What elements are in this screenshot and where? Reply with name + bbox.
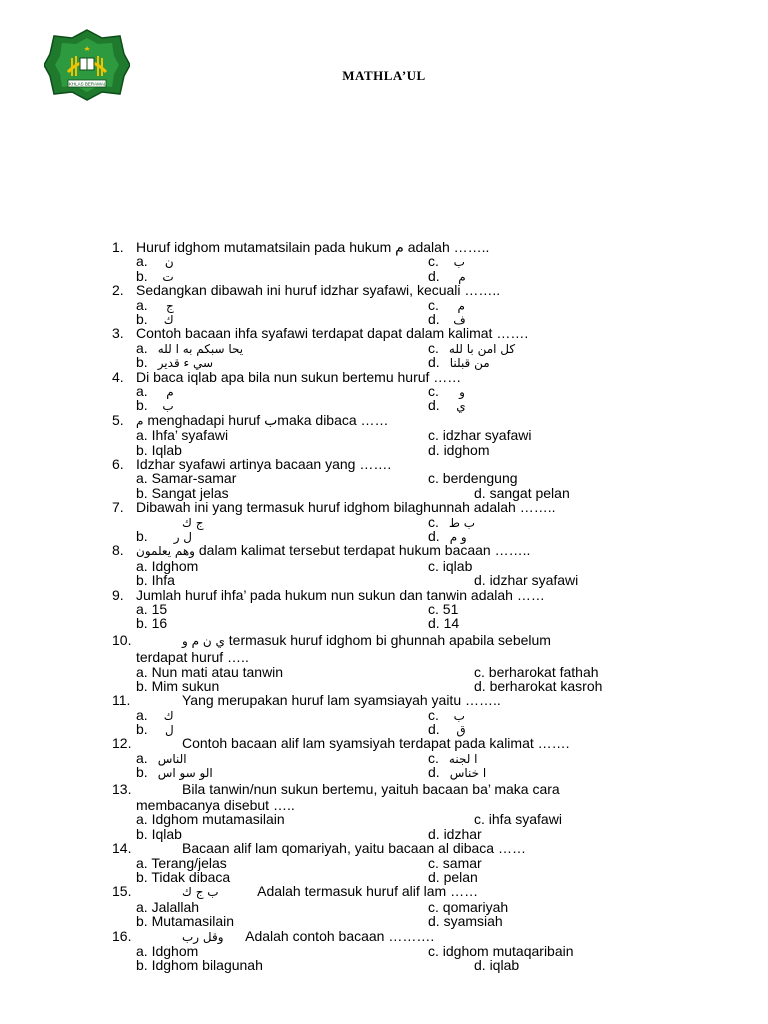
question-10: 10. ي ن م و termasuk huruf idghom bi ghunnah apabila sebelum	[112, 631, 551, 648]
question-list	[112, 240, 672, 973]
options-row: b. Iqlab d. idzhar	[136, 825, 482, 842]
options-row: a. م c. و	[136, 382, 465, 399]
question-2: 2. Sedangkan dibawah ini huruf idzhar syafawi, kecuali ……..	[112, 282, 501, 299]
options-row: a. الناس c. ا لجنه	[136, 749, 478, 766]
question-4: 4. Di baca iqlab apa bila nun sukun bertemu huruf ……	[112, 368, 462, 385]
question-5: 5. م menghadapi huruf بmaka dibaca ……	[112, 411, 389, 428]
options-row: a. ن c. ب	[136, 253, 465, 270]
question-16: 16. وقل رب Adalah contoh bacaan ……….	[112, 927, 435, 944]
options-row: b. ب d. ي	[136, 397, 466, 414]
question-6: 6. Idzhar syafawi artinya bacaan yang …….	[112, 455, 392, 472]
options-row: a. Idghom c. idghom mutaqaribain	[136, 943, 574, 960]
question-12: 12. Contoh bacaan alif lam syamsiyah terdapat pada kalimat …….	[112, 735, 570, 752]
options-row: ج ك c. ب ط	[182, 513, 476, 530]
options-row: b. Ihfa d. idzhar syafawi	[136, 572, 579, 589]
question-7: 7. Dibawah ini yang termasuk huruf idghom bilaghunnah adalah ……..	[112, 499, 556, 516]
options-row: b. 16 d. 14	[136, 615, 460, 632]
options-row: a. ك c. ب	[136, 706, 465, 723]
options-row: b. ك d. ف	[136, 310, 466, 327]
question-10-continuation: terdapat huruf …..	[136, 649, 249, 666]
options-row: b. Idghom bilagunah d. iqlab	[136, 957, 520, 974]
logo-motto: IKHLAS BERAMAL	[67, 81, 107, 87]
question-14: 14. Bacaan alif lam qomariyah, yaitu bacaan al dibaca ……	[112, 840, 526, 857]
options-row: b. Sangat jelas d. sangat pelan	[136, 484, 570, 501]
options-row: a. Idghom mutamasilain c. ihfa syafawi	[136, 811, 562, 828]
options-row: a. Samar-samar c. berdengung	[136, 470, 518, 487]
options-row: b. سي ء قدير d. من قبلنا	[136, 354, 490, 371]
options-row: a. Terang/jelas c. samar	[136, 854, 482, 871]
question-3: 3. Contoh bacaan ihfa syafawi terdapat dapat dalam kalimat …….	[112, 325, 529, 342]
options-row: b. الو سو اس d. ا خناس	[136, 764, 487, 781]
question-13-continuation: membacanya disebut …..	[136, 797, 295, 814]
question-1: 1. Huruf idghom mutamatsilain pada hukum م adalah ……..	[112, 239, 490, 255]
page-title: MATHLA’UL	[342, 68, 426, 83]
options-row: a. يحا سبكم به ا لله c. كل امن با لله	[136, 339, 516, 356]
options-row: b. ل ر d. و م	[136, 527, 467, 544]
options-row: b. Iqlab d. idghom	[136, 441, 490, 458]
options-row: b. Tidak dibaca d. pelan	[136, 869, 478, 886]
options-row: a. Idghom c. iqlab	[136, 557, 473, 574]
question-13: 13. Bila tanwin/nun sukun bertemu, yaituh bacaan ba’ maka cara	[112, 780, 560, 797]
question-15: 15. ب ج ك Adalah termasuk huruf alif lam ……	[112, 883, 479, 900]
question-8: 8. وهم يعلمون dalam kalimat tersebut terdapat hukum bacaan ……..	[112, 542, 531, 559]
question-11: 11. Yang merupakan huruf lam syamsiayah yaitu ……..	[112, 692, 501, 709]
options-row: b. Mim sukun d. berharokat kasroh	[136, 677, 603, 694]
options-row: b. ل d. ق	[136, 721, 466, 738]
options-row: a. Nun mati atau tanwin c. berharokat fathah	[136, 663, 599, 680]
options-row: a. Ihfa’ syafawi c. idzhar syafawi	[136, 427, 532, 444]
question-9: 9. Jumlah huruf ihfa’ pada hukum nun sukun dan tanwin adalah ……	[112, 586, 545, 603]
options-row: b. ت d. م	[136, 267, 466, 284]
options-row: a. Jalallah c. qomariyah	[136, 898, 509, 915]
options-row: a. 15 c. 51	[136, 600, 459, 617]
options-row: b. Mutamasilain d. syamsiah	[136, 913, 503, 930]
ministry-logo-icon	[44, 28, 130, 102]
options-row: a. ج c. م	[136, 296, 465, 313]
